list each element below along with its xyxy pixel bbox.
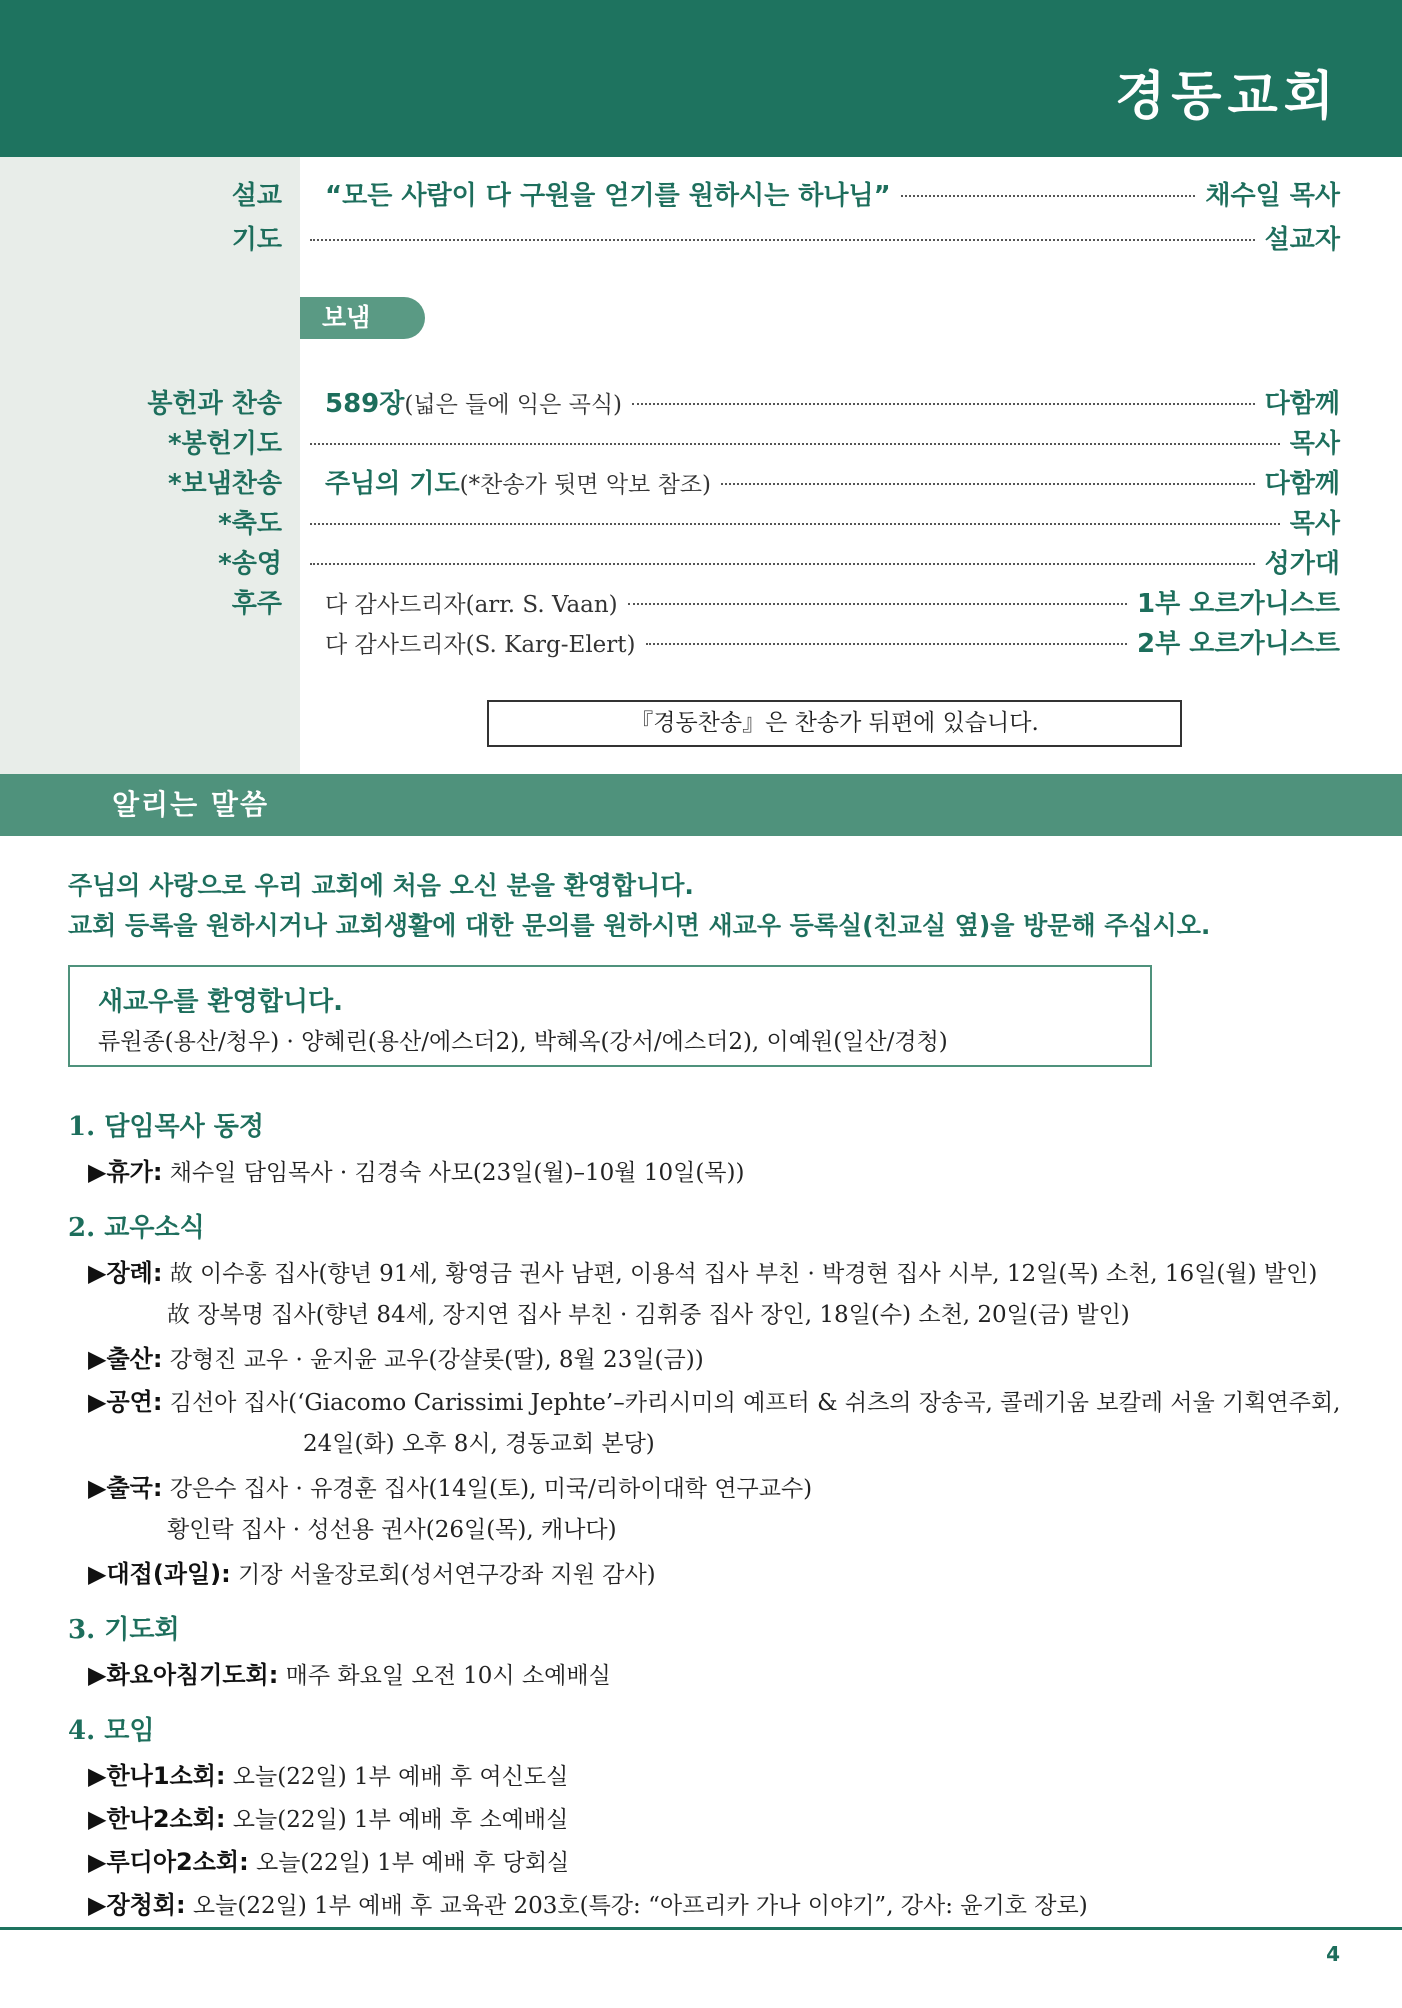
dot-leader xyxy=(721,483,1255,485)
order-label: 설교 xyxy=(231,181,282,211)
hymn-note: (*찬송가 뒷면 악보 참조) xyxy=(459,472,711,498)
order-label: 후주 xyxy=(231,589,282,619)
hymn-number: 589장 xyxy=(325,389,405,419)
list-item: ▶장례: 故 이수홍 집사(향년 91세, 황영금 권사 남편, 이용석 집사 부친 · 박경현 집사 시부, 12일(목) 소천, 16일(월) 발인) xyxy=(88,1259,1318,1287)
page-number: 4 xyxy=(1326,1942,1340,1966)
dot-leader xyxy=(632,403,1255,405)
order-label: *봉헌기도 xyxy=(167,429,282,459)
order-label: *송영 xyxy=(218,549,282,579)
order-who: 설교자 xyxy=(1264,225,1340,255)
order-label: *축도 xyxy=(218,509,282,539)
order-who: 2부 오르가니스트 xyxy=(1137,629,1340,659)
section-heading: 4. 모임 xyxy=(68,1716,155,1746)
list-item: ▶출국: 강은수 집사 · 유경훈 집사(14일(토), 미국/리하이대학 연구교수) xyxy=(88,1474,813,1502)
list-item: ▶출산: 강형진 교우 · 윤지윤 교우(강샬롯(딸), 8월 23일(금)) xyxy=(88,1345,704,1373)
welcome-line: 교회 등록을 원하시거나 교회생활에 대한 문의를 원하시면 새교우 등록실(친교실 옆)을 방문해 주십시오. xyxy=(68,911,1211,940)
order-row-offering-prayer xyxy=(0,423,1402,463)
list-item: ▶공연: 김선아 집사(‘Giacomo Carissimi Jephte’–카리시미의 예프터 & 쉬츠의 장송곡, 콜레기움 보칼레 서울 기획연주회, xyxy=(88,1388,1341,1416)
section-tab-sendoff: 보냄 xyxy=(300,297,425,339)
order-row-postlude-2 xyxy=(0,623,1402,663)
church-name: 경동교회 xyxy=(1115,66,1340,127)
news-bar xyxy=(0,774,1402,836)
sermon-title: “모든 사람이 다 구원을 얻기를 원하시는 하나님” xyxy=(325,181,891,211)
order-who: 채수일 목사 xyxy=(1205,181,1340,211)
order-who: 다함께 xyxy=(1264,469,1340,499)
order-who: 목사 xyxy=(1289,429,1340,459)
list-item: ▶대접(과일): 기장 서울장로회(성서연구강좌 지원 감사) xyxy=(88,1560,656,1588)
hymnbook-note: 『경동찬송』은 찬송가 뒤편에 있습니다. xyxy=(487,700,1182,747)
dot-leader xyxy=(646,643,1128,645)
new-members-box xyxy=(68,965,1152,1067)
list-item: ▶루디아2소회: 오늘(22일) 1부 예배 후 당회실 xyxy=(88,1848,570,1876)
order-label: 봉헌과 찬송 xyxy=(147,389,282,419)
postlude-piece: 다 감사드리자(arr. S. Vaan) xyxy=(325,592,618,618)
dot-leader xyxy=(628,603,1127,605)
welcome-line: 주님의 사랑으로 우리 교회에 처음 오신 분을 환영합니다. xyxy=(68,871,694,900)
order-label: *보냄찬송 xyxy=(167,469,282,499)
order-row-doxology xyxy=(0,543,1402,583)
dot-leader xyxy=(310,563,1255,565)
list-item: ▶휴가: 채수일 담임목사 · 김경숙 사모(23일(월)–10월 10일(목)) xyxy=(88,1158,745,1186)
hymn-note: (넓은 들에 익은 곡식) xyxy=(404,392,623,418)
dot-leader xyxy=(901,195,1196,197)
order-who: 1부 오르가니스트 xyxy=(1137,589,1340,619)
order-row-sendoff-hymn xyxy=(0,463,1402,503)
order-row-offering xyxy=(0,383,1402,423)
list-item-continuation: 황인락 집사 · 성선용 권사(26일(목), 캐나다) xyxy=(167,1517,617,1543)
hymn-title: 주님의 기도 xyxy=(325,469,460,499)
order-row-prayer xyxy=(0,219,1402,259)
list-item: ▶화요아침기도회: 매주 화요일 오전 10시 소예배실 xyxy=(88,1661,611,1689)
order-row-benediction xyxy=(0,503,1402,543)
news-title: 알리는 말씀 xyxy=(112,788,269,821)
list-item-continuation: 24일(화) 오후 8시, 경동교회 본당) xyxy=(303,1431,655,1457)
list-item: ▶한나1소회: 오늘(22일) 1부 예배 후 여신도실 xyxy=(88,1762,569,1790)
list-item: ▶한나2소회: 오늘(22일) 1부 예배 후 소예배실 xyxy=(88,1805,569,1833)
dot-leader xyxy=(310,523,1280,525)
dot-leader xyxy=(310,239,1255,241)
section-heading: 1. 담임목사 동정 xyxy=(68,1112,264,1142)
list-item: ▶장청회: 오늘(22일) 1부 예배 후 교육관 203호(특강: “아프리카 가나 이야기”, 강사: 윤기호 장로) xyxy=(88,1891,1088,1919)
order-who: 성가대 xyxy=(1264,549,1340,579)
postlude-piece: 다 감사드리자(S. Karg-Elert) xyxy=(325,632,636,658)
dot-leader xyxy=(310,443,1280,445)
new-members-names: 류원종(용산/청우) · 양혜린(용산/에스더2), 박혜옥(강서/에스더2), 이예원(일산/경청) xyxy=(98,1029,948,1055)
header-bar xyxy=(0,0,1402,157)
order-row-postlude xyxy=(0,583,1402,623)
section-heading: 3. 기도회 xyxy=(68,1615,180,1645)
welcome-message xyxy=(68,866,1210,946)
order-who: 다함께 xyxy=(1264,389,1340,419)
order-label: 기도 xyxy=(231,225,282,255)
order-who: 목사 xyxy=(1289,509,1340,539)
new-members-title: 새교우를 환영합니다. xyxy=(98,987,343,1017)
footer-rule xyxy=(0,1927,1402,1930)
list-item-continuation: 故 장복명 집사(향년 84세, 장지연 집사 부친 · 김휘중 집사 장인, 18일(수) 소천, 20일(금) 발인) xyxy=(167,1302,1130,1328)
order-row-sermon xyxy=(0,175,1402,215)
section-heading: 2. 교우소식 xyxy=(68,1213,205,1243)
